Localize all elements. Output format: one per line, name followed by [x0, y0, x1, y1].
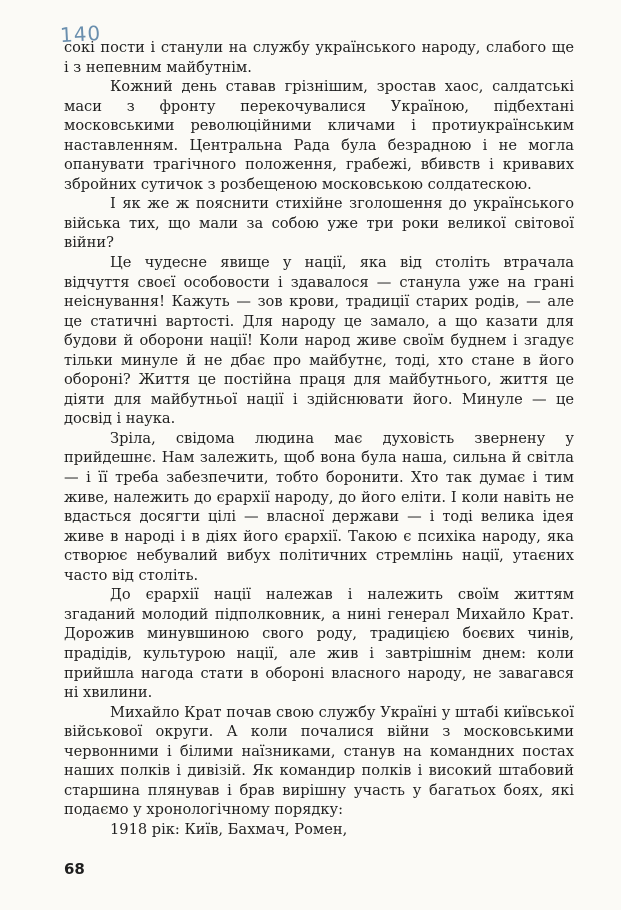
handwritten-page-annotation: 140 — [59, 20, 102, 48]
page-number: 68 — [64, 860, 85, 878]
paragraph: І як же ж пояснити стихійне зголошення до українського війська тих, що мали за собою уже три роки великої світової війни? — [64, 195, 574, 252]
paragraph: Зріла, свідома людина має духовість звернену у прийдешнє. Нам залежить, щоб вона була наша, сильна й світла — і її треба забезпечити, тобто боронити. Хто так думає і тим живе, належить до єрархії народу, до його еліти. І коли навіть не вдасться досягти цілі — власної держави — і тоді велика ідея живе в народі і в діях його єрархії. Такою є психіка народу, яка створює небувалий вибух політичних стремлінь нації, утаєних часто від століть. — [64, 429, 574, 584]
paragraph: До єрархії нації належав і належить своїм життям згаданий молодий підполковник, а нині генерал Михайло Крат. Дорожив минувшиною свого роду, традицією боєвих чинів, прадідів, культурою нації, але жив і завтрішнім днем: коли прийшла нагода стати в обороні власного народу, не завагався ні хвилини. — [64, 586, 574, 702]
paragraph: Це чудесне явище у нації, яка від століть втрачала відчуття своєї особовости і здавалося — станула уже на грані неіснування! Кажуть — зов крови, традиції старих родів, — але це статичні вартості. Для народу це замало, а що казати для будови й оборони нації! Коли народ живе своїм буднем і згадує тільки минуле й не дбає про майбутнє, тоді, хто стане в його обороні? Життя це постійна праця для майбутнього, життя це діяти для майбутньої нації і здійснювати його. Минуле — це досвід і наука. — [64, 254, 574, 428]
paragraph: 1918 рік: Київ, Бахмач, Ромен, — [110, 820, 348, 838]
paragraph: Кожний день ставав грізнішим, зростав хаос, салдатські маси з фронту перекочувалися Україною, підбехтані московськими революційними кличами і протиукраїнським наставленням. Центральна Рада була безрадною і не могла опанувати трагічного положення, грабежі, вбивств і кривавих збройних сутичок з розбещеною московською солдатескою. — [64, 78, 574, 193]
paragraph: сокі пости і станули на службу українського народу, слабого ще і з непевним майбутнім. — [64, 39, 574, 76]
body-text — [64, 38, 574, 839]
paragraph: Михайло Крат почав свою службу Україні у штабі київської військової округи. А коли почалися війни з московськими червонними і білими наїзниками, станув на командних постах наших полків і дивізій. Як командир полків і високий штабовий старшина плянував і брав вирішну участь у багатьох боях, які подаємо у хронологічному порядку: — [64, 703, 574, 819]
